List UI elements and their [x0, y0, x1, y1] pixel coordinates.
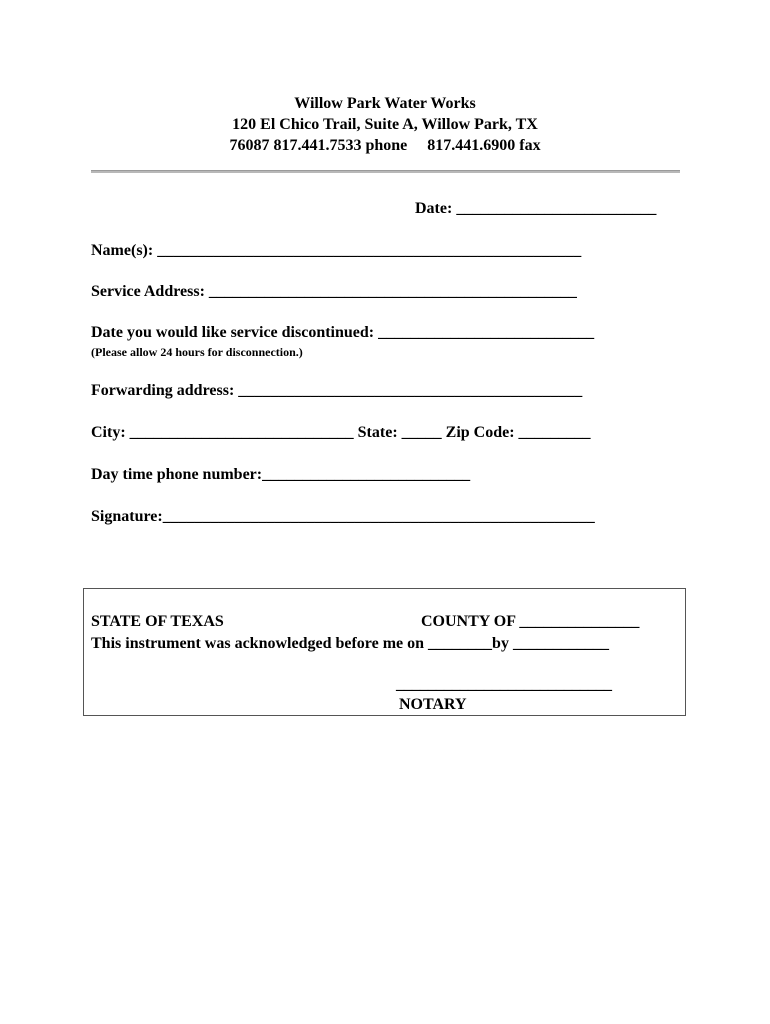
notary-label: NOTARY [399, 696, 467, 713]
signature-field[interactable] [91, 507, 595, 527]
organization-name: Willow Park Water Works [294, 95, 476, 112]
date-label: Date: [415, 200, 457, 217]
names-blank[interactable]: _____________________________________________________ [157, 242, 582, 259]
header-divider [91, 170, 680, 173]
forwarding-address-blank[interactable]: ___________________________________________ [238, 382, 583, 399]
city-state-zip-row [91, 423, 591, 443]
state-of-texas-label: STATE OF TEXAS [91, 613, 224, 630]
service-address-label: Service Address: [91, 283, 209, 300]
names-label: Name(s): [91, 242, 158, 259]
organization-contact: 76087 817.441.7533 phone 817.441.6900 fax [229, 137, 541, 154]
zip-code-blank[interactable]: _________ [518, 424, 591, 441]
disconnection-note: (Please allow 24 hours for disconnection.) [91, 345, 303, 359]
service-address-blank[interactable]: ______________________________________________ [208, 283, 577, 300]
daytime-phone-field[interactable] [91, 465, 470, 485]
organization-address: 120 El Chico Trail, Suite A, Willow Park, TX [232, 116, 538, 133]
county-label: COUNTY OF [421, 613, 520, 630]
acknowledgement-text: This instrument was acknowledged before me on [91, 635, 429, 652]
forwarding-address-field[interactable] [91, 381, 582, 401]
county-field[interactable] [421, 612, 639, 632]
discontinue-date-label: Date you would like service discontinued: [91, 324, 379, 341]
date-field[interactable] [415, 199, 656, 219]
discontinue-date-field[interactable] [91, 323, 594, 343]
acknowledgement-by-label: by [492, 635, 513, 652]
forwarding-address-label: Forwarding address: [91, 382, 239, 399]
notary-section [83, 588, 686, 716]
daytime-phone-blank[interactable]: __________________________ [262, 466, 471, 483]
acknowledgement-name-blank[interactable]: ____________ [512, 635, 609, 652]
acknowledgement-line [91, 634, 609, 654]
date-blank[interactable]: _________________________ [456, 200, 657, 217]
names-field[interactable] [91, 241, 581, 261]
daytime-phone-label: Day time phone number: [91, 466, 263, 483]
letterhead [0, 93, 770, 156]
state-label: State: [353, 424, 402, 441]
signature-label: Signature: [91, 508, 163, 525]
acknowledgement-date-blank[interactable]: ________ [428, 635, 493, 652]
county-blank[interactable]: _______________ [519, 613, 640, 630]
city-blank[interactable]: ____________________________ [129, 424, 354, 441]
service-address-field[interactable] [91, 282, 577, 302]
discontinue-date-blank[interactable]: ___________________________ [378, 324, 595, 341]
signature-blank[interactable]: ______________________________________________________ [162, 508, 595, 525]
notary-signature-line[interactable]: ___________________________ [396, 676, 612, 693]
city-label: City: [91, 424, 130, 441]
zip-code-label: Zip Code: [441, 424, 519, 441]
state-blank[interactable]: _____ [401, 424, 442, 441]
